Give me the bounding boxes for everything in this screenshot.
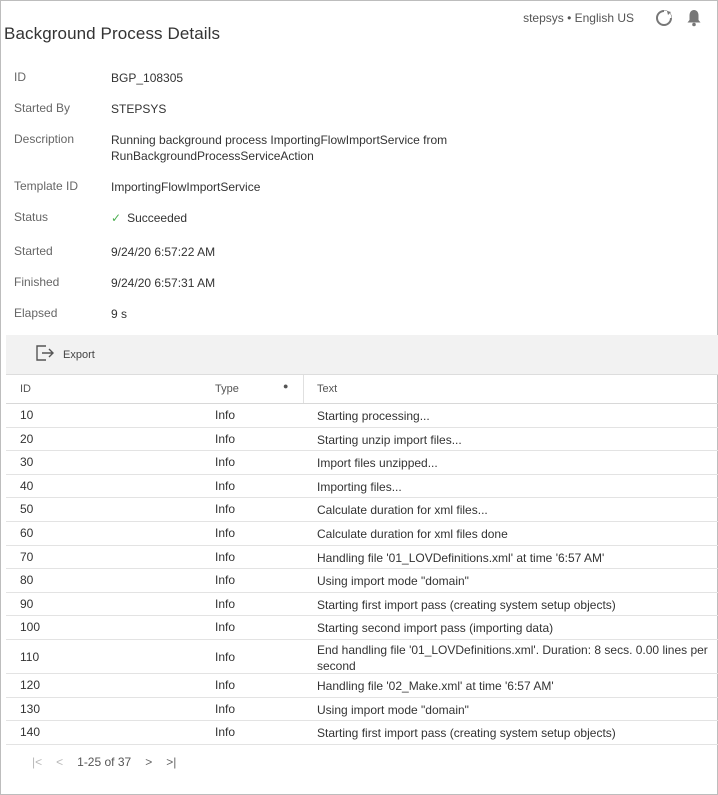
table-row[interactable] — [6, 522, 718, 546]
export-icon — [35, 344, 55, 365]
table-row[interactable] — [6, 404, 718, 428]
cell-type: Info — [215, 431, 236, 446]
detail-value: ImportingFlowImportService — [111, 180, 261, 194]
table-row[interactable] — [6, 475, 718, 499]
cell-text: Starting unzip import files... — [317, 432, 462, 447]
detail-label: Finished — [14, 275, 60, 289]
status-value — [111, 210, 531, 226]
cell-text: Using import mode "domain" — [317, 574, 469, 589]
cell-type: Info — [215, 502, 236, 517]
cell-id: 130 — [20, 701, 41, 716]
cell-id: 110 — [20, 649, 40, 664]
export-button[interactable] — [35, 344, 95, 365]
pager — [32, 755, 176, 769]
first-page-icon[interactable]: |< — [32, 755, 43, 769]
user-bar — [523, 9, 704, 27]
table-row[interactable] — [6, 698, 718, 722]
cell-id: 140 — [20, 725, 41, 740]
cell-type: Info — [215, 408, 236, 422]
cell-id: 100 — [20, 620, 41, 635]
table-row[interactable] — [6, 546, 718, 570]
table-row[interactable] — [6, 721, 718, 745]
cell-text: Importing files... — [317, 479, 402, 494]
prev-page-icon[interactable]: < — [56, 755, 64, 769]
table-row[interactable] — [6, 498, 718, 522]
cell-text: Calculate duration for xml files done — [317, 526, 508, 541]
column-header-type[interactable]: Type — [215, 383, 239, 395]
detail-label: Started By — [14, 101, 71, 115]
cell-text: End handling file '01_LOVDefinitions.xml'. Duration: 8 secs. 0.00 lines per second — [317, 642, 708, 673]
cell-type: Info — [215, 573, 236, 588]
cell-type: Info — [215, 549, 236, 564]
cell-type: Info — [215, 478, 236, 493]
page-range-label: 1-25 of 37 — [77, 755, 132, 769]
cell-type: Info — [215, 596, 236, 611]
cell-text: Starting processing... — [317, 409, 430, 423]
detail-label: ID — [14, 70, 26, 84]
user-locale-label[interactable]: stepsys • English US — [523, 11, 634, 25]
cell-id: 120 — [20, 677, 41, 692]
cell-text: Starting first import pass (creating system setup objects) — [317, 597, 616, 612]
table-row[interactable] — [6, 428, 718, 452]
table-row[interactable] — [6, 674, 718, 698]
table-row[interactable] — [6, 640, 718, 674]
detail-value: BGP_108305 — [111, 71, 184, 85]
table-row[interactable] — [6, 593, 718, 617]
detail-value: Running background process ImportingFlowImportService from RunBackgroundProcessServiceAction — [111, 133, 448, 163]
cell-text: Handling file '02_Make.xml' at time '6:57 AM' — [317, 678, 554, 693]
cell-text: Import files unzipped... — [317, 456, 438, 471]
detail-label: Started — [14, 244, 53, 258]
cell-id: 30 — [20, 455, 34, 470]
grid-toolbar — [6, 335, 718, 374]
detail-value: STEPSYS — [111, 102, 167, 116]
next-page-icon[interactable]: > — [145, 755, 153, 769]
column-header-id[interactable]: ID — [20, 383, 31, 395]
cell-type: Info — [215, 620, 236, 635]
cell-id: 40 — [20, 478, 34, 493]
column-divider[interactable] — [303, 375, 304, 403]
cell-type: Info — [215, 455, 236, 470]
table-row[interactable] — [6, 616, 718, 640]
messages-grid — [6, 374, 718, 745]
detail-label: Elapsed — [14, 306, 58, 320]
last-page-icon[interactable]: >| — [166, 755, 177, 769]
detail-label: Status — [14, 210, 49, 224]
cell-type: Info — [215, 677, 236, 692]
cell-text: Handling file '01_LOVDefinitions.xml' at time '6:57 AM' — [317, 550, 605, 565]
cell-id: 10 — [20, 408, 34, 422]
refresh-icon[interactable] — [654, 9, 674, 27]
cell-type: Info — [215, 649, 236, 664]
table-row[interactable] — [6, 451, 718, 475]
detail-label: Description — [14, 132, 75, 146]
cell-type: Info — [215, 701, 236, 716]
cell-type: Info — [215, 525, 236, 540]
cell-id: 70 — [20, 549, 34, 564]
cell-type: Info — [215, 725, 236, 740]
cell-id: 90 — [20, 596, 34, 611]
cell-text: Starting second import pass (importing data) — [317, 621, 554, 636]
cell-id: 60 — [20, 525, 34, 540]
status-text: Succeeded — [127, 211, 188, 225]
cell-id: 20 — [20, 431, 34, 446]
table-row[interactable] — [6, 569, 718, 593]
page-title: Background Process Details — [4, 24, 221, 43]
column-header-text[interactable]: Text — [317, 383, 338, 395]
detail-value: 9 s — [111, 307, 128, 321]
detail-label: Template ID — [14, 179, 79, 193]
bell-icon[interactable] — [684, 9, 704, 27]
cell-id: 50 — [20, 502, 34, 517]
check-icon: ✓ — [111, 211, 122, 225]
cell-text: Calculate duration for xml files... — [317, 503, 488, 518]
sort-dot-icon[interactable]: ● — [283, 381, 289, 391]
detail-value: 9/24/20 6:57:22 AM — [111, 245, 216, 259]
grid-header — [6, 374, 718, 404]
cell-text: Starting first import pass (creating system setup objects) — [317, 726, 616, 741]
cell-id: 80 — [20, 573, 34, 588]
grid-body — [6, 404, 718, 745]
export-label: Export — [63, 348, 95, 361]
cell-text: Using import mode "domain" — [317, 702, 469, 717]
detail-value: 9/24/20 6:57:31 AM — [111, 276, 216, 290]
